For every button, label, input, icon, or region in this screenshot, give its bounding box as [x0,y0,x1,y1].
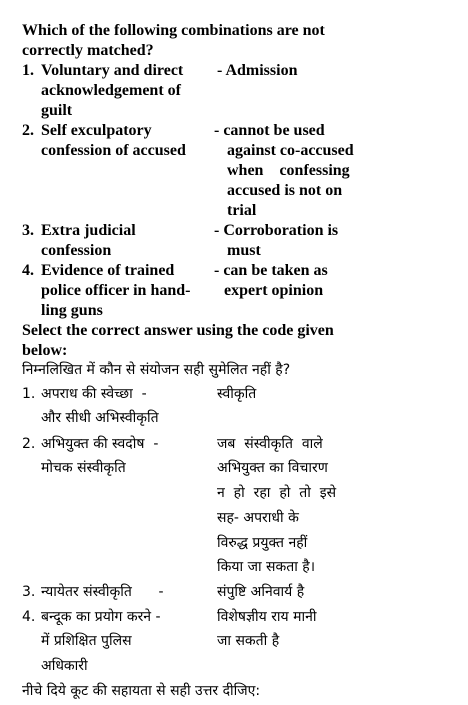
item-right: स्वीकृति [217,386,257,402]
question-text-hi: निम्नलिखित में कौन से संयोजन सही सुमेलित नहीं है? [22,362,291,378]
item-number: 3. [22,222,34,239]
item-number: 1. [22,386,36,402]
item-left: confession of accused [41,142,186,159]
item-right: जा सकती है [217,633,280,649]
item-left: Voluntary and direct [41,62,184,79]
item-right: expert opinion [224,282,324,299]
question-text-en-line2: correctly matched? [22,42,154,59]
item-right: न हो रहा हो तो इसे [217,485,337,501]
item-right: विशेषज्ञीय राय मानी [217,609,317,625]
item-left: बन्दूक का प्रयोग करने - [41,609,161,625]
item-left: अभियुक्त की स्वदोष - [41,436,159,452]
item-left: ling guns [41,302,103,319]
item-left: police officer in hand- [41,282,191,299]
item-left: न्यायेतर संस्वीकृति - [41,584,164,600]
question-text-en-line1: Which of the following combinations are not [22,22,325,39]
item-right: विरुद्ध प्रयुक्त नहीं [217,535,308,551]
item-number: 4. [22,609,36,625]
item-left: और सीधी अभिस्वीकृति [41,410,159,426]
item-left: acknowledgement of [41,82,181,99]
item-right: अभियुक्त का विचारण [217,460,328,476]
item-left: में प्रशिक्षित पुलिस [41,633,132,649]
item-number: 3. [22,584,36,600]
item-left: guilt [41,102,73,119]
item-number: 1. [22,62,34,79]
item-right: किया जा सकता है। [217,559,316,575]
item-left: Evidence of trained [41,262,175,279]
item-right: जब संस्वीकृति वाले [217,436,323,452]
item-left: अधिकारी [41,658,88,674]
item-right: - cannot be used [214,122,325,139]
item-right: trial [227,202,257,219]
item-right: - can be taken as [214,262,328,279]
code-instruction-hi: नीचे दिये कूट की सहायता से सही उत्तर दीजिए: [22,683,261,699]
item-right: - Corroboration is [214,222,339,239]
item-right: सह- अपराधी के [217,510,299,526]
item-right: when confessing [227,162,350,179]
item-right: संपुष्टि अनिवार्य है [217,584,305,600]
item-right: - Admission [217,62,298,79]
code-instruction-en-line2: below: [22,342,68,359]
item-number: 2. [22,122,34,139]
item-left: अपराध की स्वेच्छा - [41,386,147,402]
item-left: मोचक संस्वीकृति [41,460,126,476]
item-left: Self exculpatory [41,122,152,139]
item-right: must [227,242,261,259]
item-number: 4. [22,262,34,279]
item-left: Extra judicial [41,222,136,239]
item-right: against co-accused [227,142,354,159]
item-right: accused is not on [227,182,343,199]
item-left: confession [41,242,112,259]
code-instruction-en-line1: Select the correct answer using the code given [22,322,334,339]
item-number: 2. [22,436,36,452]
